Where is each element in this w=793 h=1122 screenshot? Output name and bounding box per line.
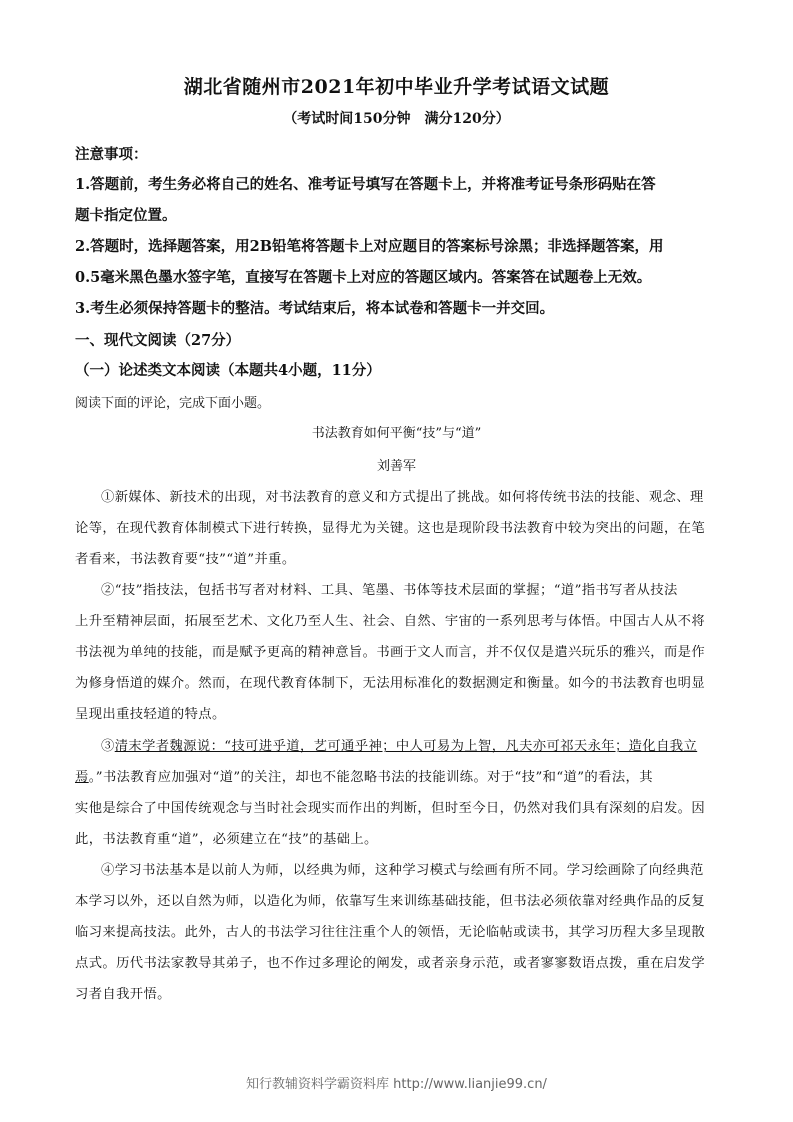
paragraph-3-line: 实他是综合了中国传统观念与当时社会现实而作出的判断，但时至今日，仍然对我们具有深刻的启发。因: [75, 801, 706, 816]
article-title: 书法教育如何平衡“技”与“道”: [311, 426, 482, 441]
paragraph-4-line: 习者自我开悟。: [75, 987, 171, 1002]
paragraph-3-rest: 。”书法教育应加强对“道”的关注，却也不能忽略书法的技能训练。对于“技”和“道”的看法，其: [88, 770, 653, 785]
page-subtitle: （考试时间150分钟 满分120分）: [283, 111, 510, 127]
footer-watermark: 知行教辅资料学霸资料库 http://www.lianjie99.cn/: [246, 1077, 547, 1092]
paragraph-2-line: 上升至精神层面，拓展至艺术、文化乃至人生、社会、自然、宇宙的一系列思考与体悟。中国古人从不将: [75, 614, 706, 629]
page-title: 湖北省随州市2021年初中毕业升学考试语文试题: [183, 76, 610, 98]
notice-heading: 注意事项：: [75, 146, 148, 163]
paragraph-2-line: 呈现出重技轻道的特点。: [75, 707, 226, 722]
notice-line: 2.答题时，选择题答案，用2B铅笔将答题卡上对应题目的答案标号涂黑；非选择题答案，用: [75, 238, 664, 255]
section-subheading: （一）论述类文本阅读（本题共4小题，11分）: [75, 362, 381, 379]
notice-line: 1.答题前，考生务必将自己的姓名、准考证号填写在答题卡上，并将准考证号条形码贴在答: [75, 176, 656, 193]
paragraph-3-line: ③清末学者魏源说：“技可进乎道，艺可通乎神；中人可易为上智，凡夫亦可祁天永年；造化自我立: [101, 739, 698, 754]
paragraph-4-line: 临习来提高技法。此外，古人的书法学习往往注重个人的领悟，无论临帖或读书，其学习历程大多呈现散: [75, 925, 706, 940]
paragraph-1-line: 者看来，书法教育要“技”“道”并重。: [75, 552, 296, 567]
underlined-quote-end: 焉: [75, 770, 89, 785]
underlined-quote: 清末学者魏源说：“技可进乎道，艺可通乎神；中人可易为上智，凡夫亦可祁天永年；造化自我立: [114, 739, 698, 754]
paragraph-2-line: 为修身悟道的媒介。然而，在现代教育体制下，无法用标准化的数据测定和衡量。如今的书法教育也明显: [75, 676, 706, 691]
paragraph-2-line: 书法视为单纯的技能，而是赋予更高的精神意旨。书画于文人而言，并不仅仅是遣兴玩乐的雅兴，而是作: [75, 645, 706, 660]
section-heading: 一、现代文阅读（27分）: [75, 332, 241, 349]
reading-instruction: 阅读下面的评论，完成下面小题。: [75, 396, 271, 411]
paragraph-4-line: 点式。历代书法家教导其弟子，也不作过多理论的阐发，或者亲身示范，或者寥寥数语点拨，重在启发学: [75, 956, 706, 971]
paragraph-1-line: ①新媒体、新技术的出现，对书法教育的意义和方式提出了挑战。如何将传统书法的技能、观念、理: [101, 490, 704, 505]
notice-line: 3.考生必须保持答题卡的整洁。考试结束后，将本试卷和答题卡一并交回。: [75, 300, 555, 317]
article-author: 刘善军: [376, 459, 416, 474]
paragraph-3-line: [75, 766, 718, 785]
notice-line: 0.5毫米黑色墨水签字笔，直接写在答题卡上对应的答题区域内。答案答在试题卷上无效。: [75, 269, 652, 286]
paragraph-3-line: 此，书法教育重“道”，必须建立在“技”的基础上。: [75, 832, 378, 847]
paragraph-1-line: 论等，在现代教育体制模式下进行转换，显得尤为关键。这也是现阶段书法教育中较为突出的问题，在笔: [75, 521, 706, 536]
paragraph-4-line: 本学习以外，还以自然为师，以造化为师，依靠写生来训练基础技能，但书法必须依靠对经典作品的反复: [75, 894, 706, 909]
notice-line: 题卡指定位置。: [75, 207, 177, 224]
paragraph-2-line: ②“技”指技法，包括书写者对材料、工具、笔墨、书体等技术层面的掌握；“道”指书写者从技法: [101, 583, 678, 598]
paragraph-4-line: ④学习书法基本是以前人为师，以经典为师，这种学习模式与绘画有所不同。学习绘画除了向经典范: [101, 863, 704, 878]
